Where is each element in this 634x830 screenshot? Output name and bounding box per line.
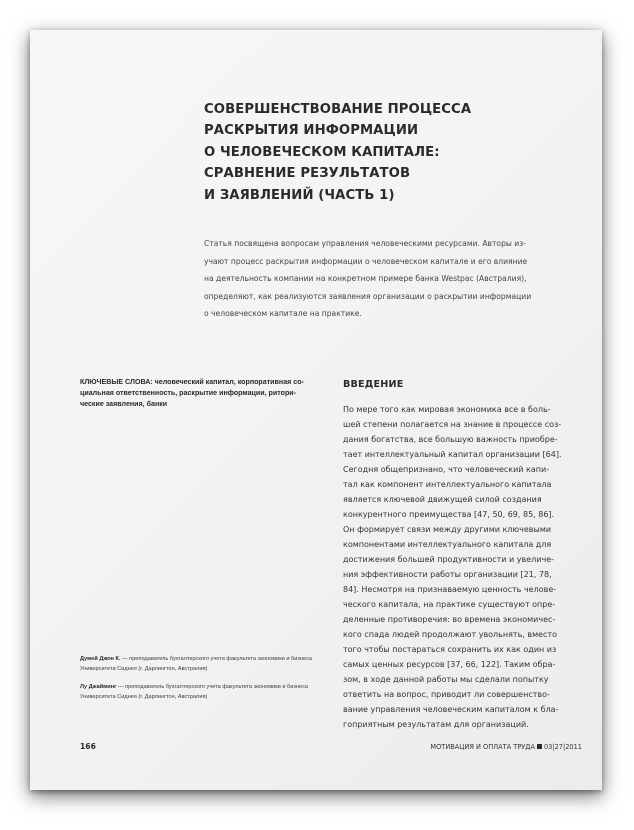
abstract-line: учают процесс раскрытия информации о человеческом капитале и его влияние	[204, 256, 528, 266]
body-line: конкурентного преимущества [47, 50, 69, 85, 86].	[343, 510, 555, 519]
keywords-line: ческие заявления, банки	[80, 400, 168, 409]
journal-name: МОТИВАЦИЯ И ОПЛАТА ТРУДА	[430, 743, 535, 751]
author-position: — преподаватель бухгалтерского учета факультета экономики и бизнеса	[116, 684, 309, 690]
author-name: Лу Джайминг	[80, 684, 117, 690]
introduction-body	[343, 402, 593, 732]
body-line: По мере того как мировая экономика все в боль-	[343, 405, 551, 414]
title-line: О ЧЕЛОВЕЧЕСКОМ КАПИТАЛЕ:	[204, 144, 440, 160]
keywords-line: КЛЮЧЕВЫЕ СЛОВА: человеческий капитал, корпоративная со-	[80, 378, 304, 386]
author-note-line	[80, 654, 340, 664]
abstract-line: на деятельность компании на конкретном примере банка Westpac (Австралия),	[204, 274, 527, 284]
body-line: кого спада людей продолжают увольнять, вместо	[343, 630, 558, 639]
body-line: ческого капитала, на практике существуют опре-	[343, 600, 556, 609]
body-line: ния эффективности работы организации [21, 78,	[343, 570, 552, 579]
square-bullet-icon	[537, 744, 542, 749]
author-note-2	[80, 682, 340, 702]
author-position: — преподаватель бухгалтерского учета факультета экономики и бизнеса	[120, 656, 313, 662]
author-note-1	[80, 654, 340, 674]
body-line: деленные противоречия: во времена экономичес-	[343, 615, 556, 624]
body-line: 84]. Несмотря на признаваемую ценность челове-	[343, 585, 557, 594]
title-line: И ЗАЯВЛЕНИЙ (ЧАСТЬ 1)	[204, 187, 395, 203]
author-note-line	[80, 682, 340, 692]
body-line: вание управления человеческим капиталом к бла-	[343, 705, 559, 714]
body-line: достижения большей продуктивности и увеличе-	[343, 555, 554, 564]
keywords-line: циальная ответственность, раскрытие информации, ритори-	[80, 389, 297, 398]
journal-issue: 03|27|2011	[543, 743, 582, 751]
title-line: СОВЕРШЕНСТВОВАНИЕ ПРОЦЕССА	[204, 102, 472, 117]
body-line: самых ценных ресурсов [37, 66, 122]. Таким обра-	[343, 660, 556, 669]
keywords-block	[80, 377, 320, 411]
abstract-line: Статья посвящена вопросам управления человеческими ресурсами. Авторы из-	[204, 239, 527, 248]
article-title	[204, 99, 564, 206]
running-footer	[430, 743, 582, 751]
abstract-line: определяют, как реализуются заявления организации о раскрытии информации	[204, 291, 532, 301]
body-line: компонентами интеллектуального капитала для	[343, 540, 552, 549]
article-abstract	[204, 235, 584, 323]
body-line: тал как компонент интеллектуального капитала	[343, 480, 552, 489]
body-line: того чтобы постараться сохранить их как один из	[343, 645, 557, 654]
body-line: тает интеллектуальный капитал организации [64].	[343, 450, 562, 459]
page-number: 166	[80, 742, 96, 751]
title-line: РАСКРЫТИЯ ИНФОРМАЦИИ	[204, 123, 419, 139]
body-line: Сегодня общепризнано, что человеческий капи-	[343, 465, 550, 474]
body-line: гоприятным результатам для организаций.	[343, 720, 529, 729]
author-affiliation: Университета Сиднея (г. Дарлингтон, Австралия)	[80, 666, 208, 672]
body-line: дания богатства, все большую важность приобре-	[343, 435, 558, 444]
author-name: Думей Джон К.	[80, 656, 121, 662]
title-line: СРАВНЕНИЕ РЕЗУЛЬТАТОВ	[204, 166, 411, 182]
body-line: шей степени полагается на знание в процессе соз-	[343, 420, 562, 429]
body-line: Он формирует связи между другими ключевыми	[343, 525, 552, 534]
body-line: зом, в ходе данной работы мы сделали попытку	[343, 675, 549, 684]
author-affiliation: Университета Сиднея (г. Дарлингтон, Австралия)	[80, 694, 208, 700]
body-line: является ключевой движущей силой создания	[343, 495, 542, 504]
section-heading-introduction: ВВЕДЕНИЕ	[343, 379, 404, 390]
document-page	[30, 30, 602, 790]
abstract-line: о человеческом капитале на практике.	[204, 309, 362, 319]
body-line: ответить на вопрос, приводит ли совершенство-	[343, 690, 550, 699]
